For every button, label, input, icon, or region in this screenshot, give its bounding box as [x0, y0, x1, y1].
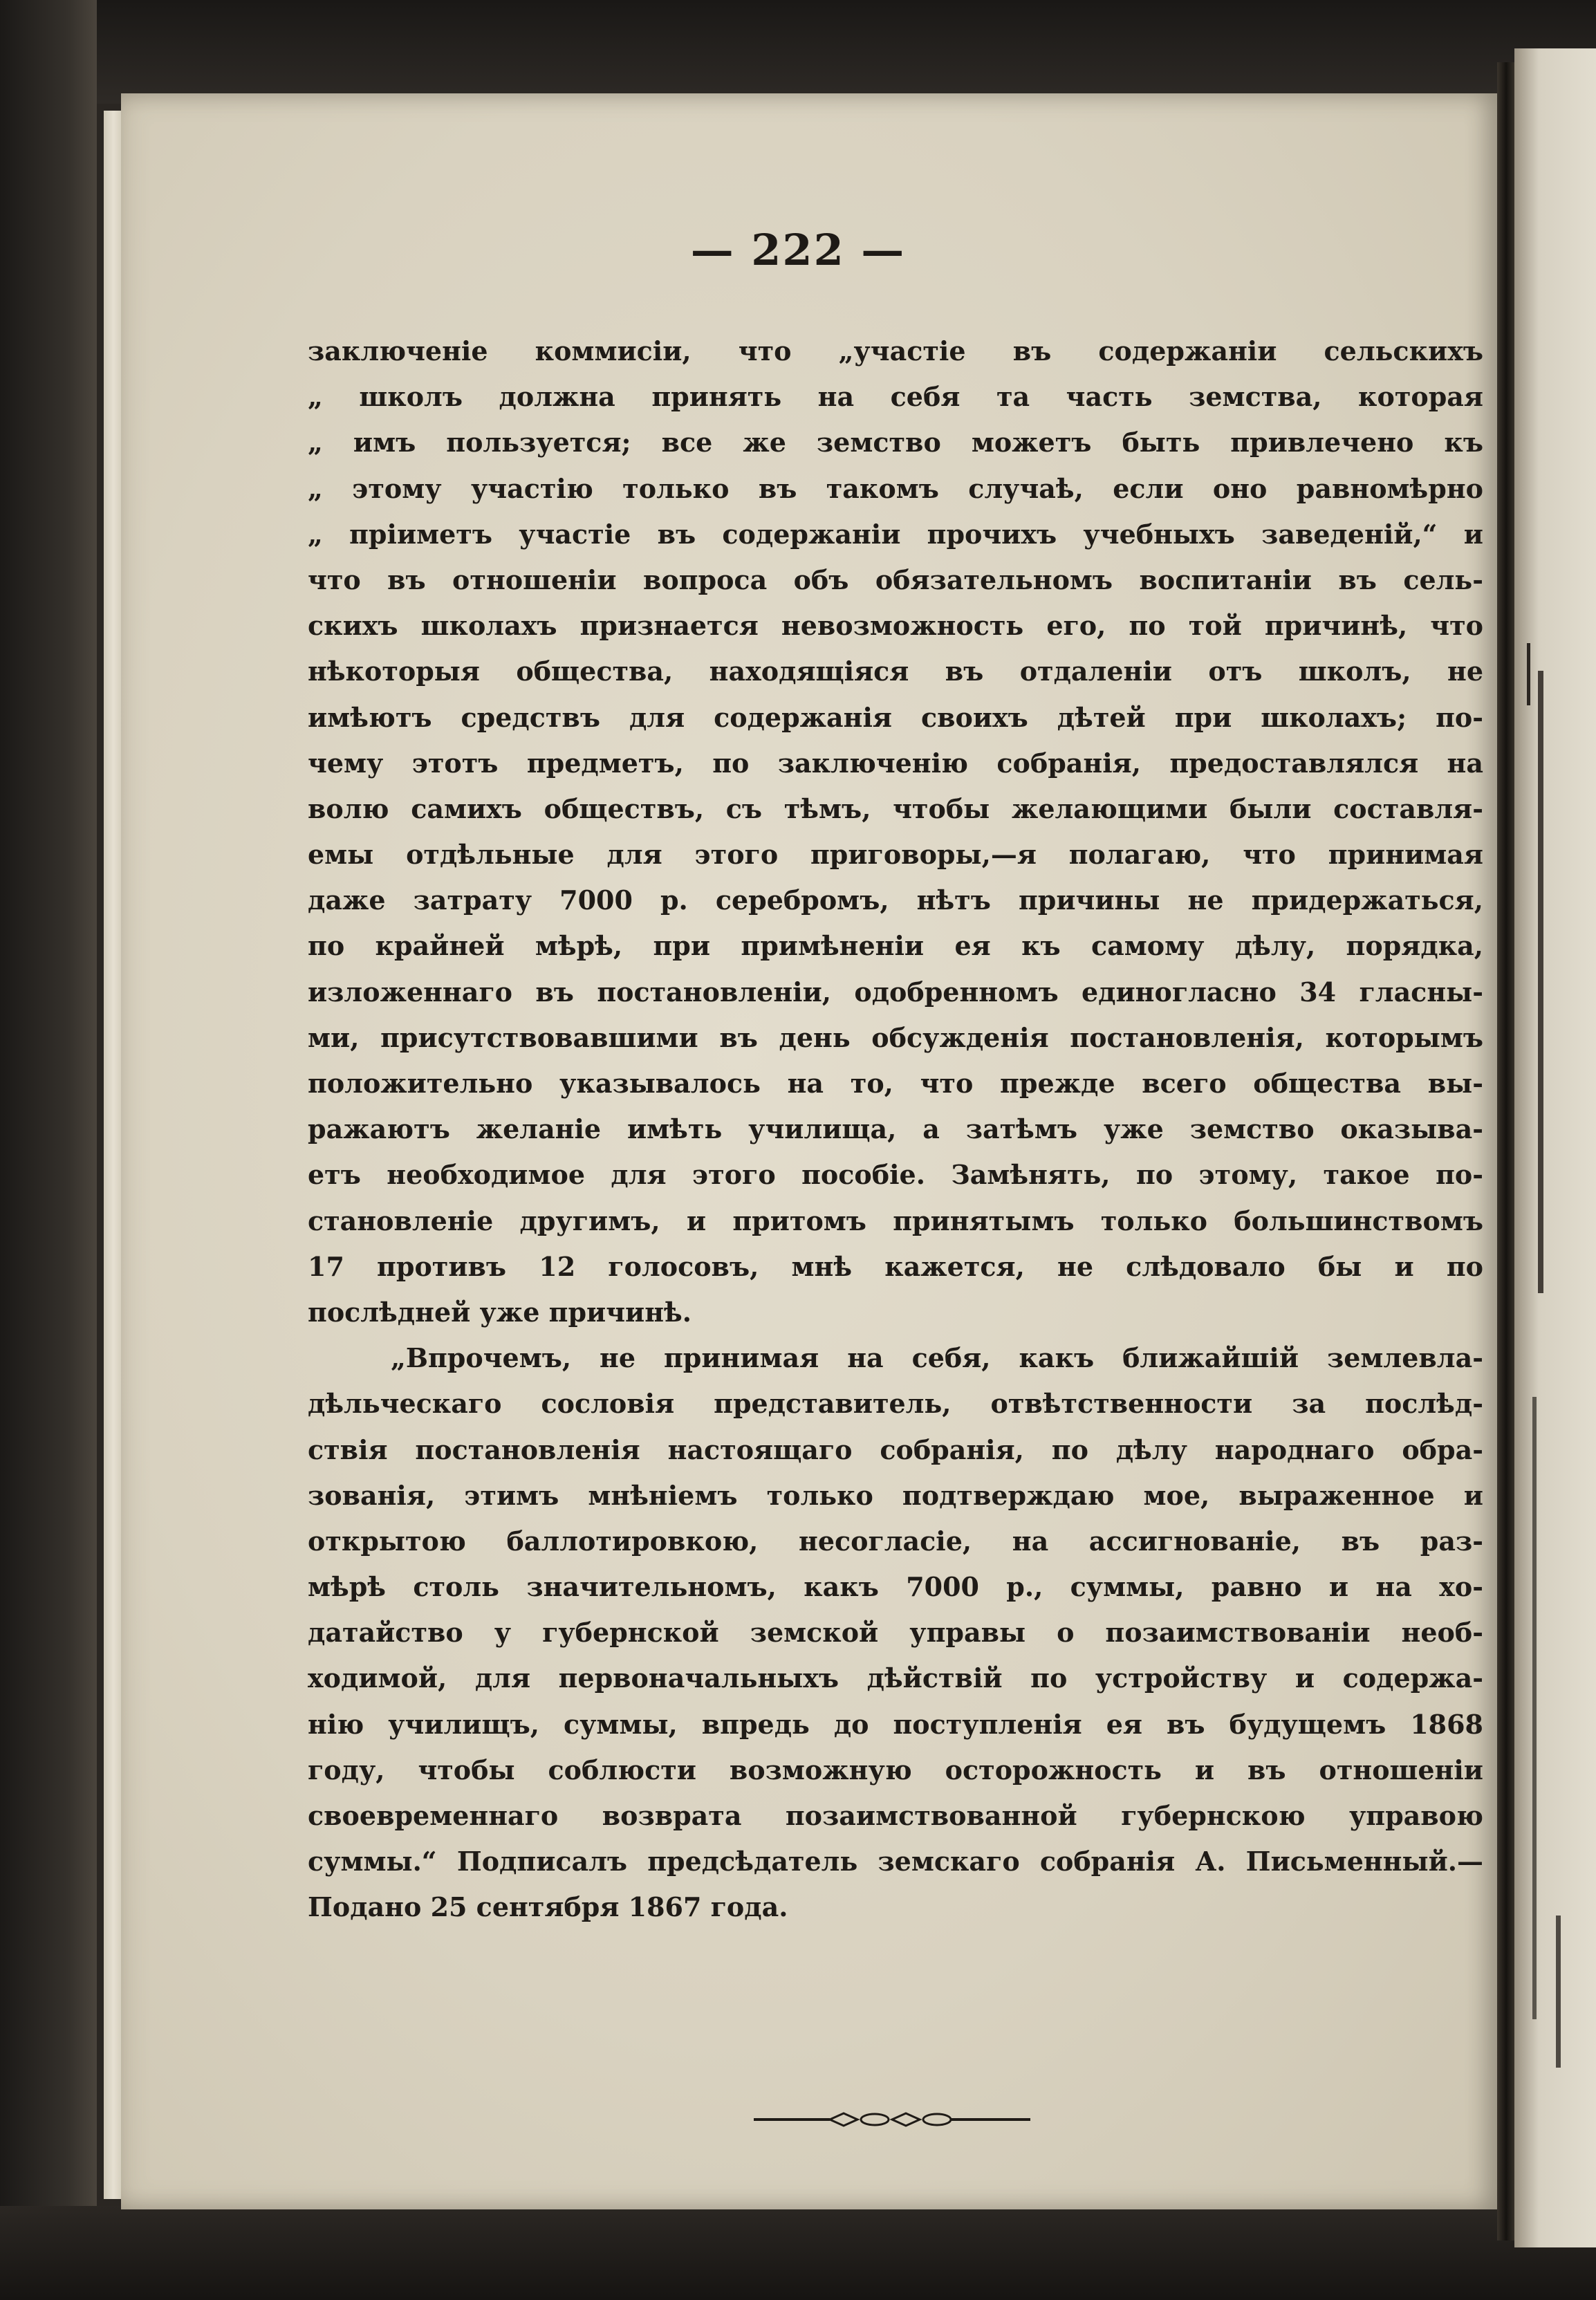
text-line: ходимой, для первоначальныхъ дѣйствій по устройству и содержа- [308, 1662, 1483, 1694]
text-line: чему этотъ предметъ, по заключенію собранія, предоставлялся на [308, 747, 1483, 779]
text-line: заключеніе коммисіи, что „участіе въ содержаніи сельскихъ [308, 335, 1483, 367]
page-number: — 222 — [690, 225, 906, 275]
text-line: волю самихъ обществъ, съ тѣмъ, чтобы желающими были составля- [308, 792, 1483, 824]
text-line: Подано 25 сентября 1867 года. [308, 1891, 788, 1923]
body-text [308, 328, 1483, 1931]
text-line: положительно указывалось на то, что прежде всего общества вы- [308, 1068, 1483, 1099]
text-line: нію училищъ, суммы, впредь до поступленія ея въ будущемъ 1868 [308, 1708, 1483, 1740]
book-cover-left-edge [0, 0, 97, 2300]
text-line: емы отдѣльные для этого приговоры,—я полагаю, что принимая [308, 839, 1483, 871]
text-line: „ школъ должна принять на себя та часть земства, которая [308, 381, 1483, 413]
text-line: 17 противъ 12 голосовъ, мнѣ кажется, не слѣдовало бы и по [308, 1250, 1483, 1282]
scan-background-bottom [0, 2206, 1596, 2300]
text-line: даже затрату 7000 р. серебромъ, нѣтъ причины не придержаться, [308, 884, 1483, 916]
text-line: становленіе другимъ, и притомъ принятымъ только большинствомъ [308, 1205, 1483, 1236]
text-line: нѣкоторыя общества, находящіяся въ отдаленіи отъ школъ, не [308, 656, 1483, 687]
text-line: суммы.“ Подписалъ предсѣдатель земскаго собранія А. Письменный.— [308, 1846, 1483, 1877]
text-line: „ этому участію только въ такомъ случаѣ, если оно равномѣрно [308, 472, 1483, 504]
text-line: датайство у губернской земской управы о позаимствованіи необ- [308, 1617, 1483, 1649]
book-spine-gap [1497, 62, 1515, 2241]
text-line: „ имъ пользуется; все же земство можетъ быть привлечено къ [308, 427, 1483, 458]
page-stack-edge [104, 111, 123, 2199]
text-line: ми, присутствовавшими въ день обсужденія постановленія, которымъ [308, 1021, 1483, 1053]
text-line: своевременнаго возврата позаимствованной губернскою управою [308, 1800, 1483, 1831]
text-line: зованія, этимъ мнѣніемъ только подтверждаю мое, выраженное и [308, 1479, 1483, 1511]
text-line: мѣрѣ столь значительномъ, какъ 7000 р., суммы, равно и на хо- [308, 1571, 1483, 1603]
paragraph-1 [308, 328, 1483, 1335]
ornament-divider [754, 2109, 1030, 2130]
text-line: дѣльческаго сословія представитель, отвѣтственности за послѣд- [308, 1388, 1483, 1420]
text-line: изложеннаго въ постановленіи, одобренномъ единогласно 34 гласны- [308, 976, 1483, 1008]
adjacent-page-strip [1514, 48, 1596, 2247]
text-line: ражаютъ желаніе имѣть училища, а затѣмъ уже земство оказыва- [308, 1113, 1483, 1145]
paragraph-2 [308, 1335, 1483, 1930]
text-line: ствія постановленія настоящаго собранія, по дѣлу народнаго обра- [308, 1434, 1483, 1465]
text-line: что въ отношеніи вопроса объ обязательномъ воспитаніи въ сель- [308, 564, 1483, 595]
text-line: скихъ школахъ признается невозможность его, по той причинѣ, что [308, 610, 1483, 642]
text-line: году, чтобы соблюсти возможную осторожность и въ отношеніи [308, 1754, 1483, 1786]
text-line: имѣютъ средствъ для содержанія своихъ дѣтей при школахъ; по- [308, 701, 1483, 733]
text-line: „Впрочемъ, не принимая на себя, какъ ближайшій землевла- [391, 1342, 1483, 1374]
text-line: „ пріиметъ участіе въ содержаніи прочихъ учебныхъ заведеній,“ и [308, 518, 1483, 550]
text-line: послѣдней уже причинѣ. [308, 1296, 692, 1328]
text-line: по крайней мѣрѣ, при примѣненіи ея къ самому дѣлу, порядка, [308, 930, 1483, 962]
text-line: етъ необходимое для этого пособіе. Замѣнять, по этому, такое по- [308, 1159, 1483, 1191]
scan-background-top [0, 0, 1596, 104]
text-line: открытою баллотировкою, несогласіе, на ассигнованіе, въ раз- [308, 1525, 1483, 1557]
